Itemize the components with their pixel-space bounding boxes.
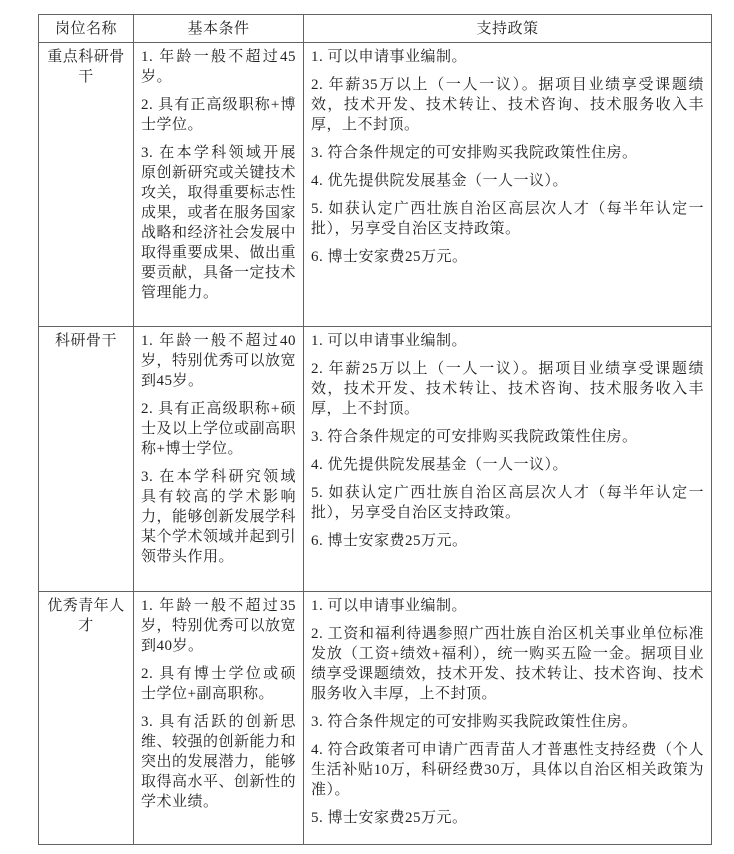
condition-item: 3. 具有活跃的创新思维、较强的创新能力和突出的发展潜力，能够取得高水平、创新性的学术业绩。 <box>141 714 297 810</box>
condition-item: 3. 在本学科领域开展原创新研究或关键技术攻关，取得重要标志性成果，或者在服务国家战略和经济社会发展中取得重要成果、做出重要贡献，具备一定技术管理能力。 <box>141 145 297 301</box>
policy-item: 1. 可以申请事业编制。 <box>311 49 468 65</box>
condition-item: 1. 年龄一般不超过35岁，特别优秀可以放宽到40岁。 <box>141 598 297 654</box>
condition-item: 2. 具有正高级职称+博士学位。 <box>141 97 296 133</box>
policy-item: 1. 可以申请事业编制。 <box>311 598 468 614</box>
policy-item: 4. 符合政策者可申请广西青苗人才普惠性支持经费（个人生活补贴10万，科研经费30万，具体以自治区相关政策为准）。 <box>311 742 704 798</box>
policy-item: 5. 博士安家费25万元。 <box>311 810 468 826</box>
header-position-name: 岗位名称 <box>39 15 134 43</box>
policy-item: 3. 符合条件规定的可安排购买我院政策性住房。 <box>311 429 638 445</box>
table-row <box>39 327 712 592</box>
condition-item: 3. 在本学科研究领域具有较高的学术影响力，能够创新发展学科某个学术领域并起到引领带头作用。 <box>141 469 297 565</box>
policy-item: 5. 如获认定广西壮族自治区高层次人才（每半年认定一批），另享受自治区支持政策。 <box>311 201 704 237</box>
recruitment-positions-table <box>38 14 712 845</box>
basic-conditions-cell <box>134 592 304 845</box>
policy-item: 6. 博士安家费25万元。 <box>311 249 468 265</box>
condition-item: 1. 年龄一般不超过40岁，特别优秀可以放宽到45岁。 <box>141 333 297 389</box>
position-name-cell: 优秀青年人才 <box>39 592 134 845</box>
position-name-cell: 科研骨干 <box>39 327 134 592</box>
policy-item: 3. 符合条件规定的可安排购买我院政策性住房。 <box>311 714 638 730</box>
policy-item: 4. 优先提供院发展基金（一人一议）。 <box>311 457 569 473</box>
policy-item: 2. 工资和福利待遇参照广西壮族自治区机关事业单位标准发放（工资+绩效+福利），统一购买五险一金。据项目业绩享受课题绩效，技术开发、技术转让、技术咨询、技术服务收入丰厚，上不封顶。 <box>311 626 704 702</box>
basic-conditions-cell <box>134 43 304 327</box>
policy-item: 1. 可以申请事业编制。 <box>311 333 468 349</box>
policy-item: 6. 博士安家费25万元。 <box>311 533 468 549</box>
support-policies-cell <box>304 43 712 327</box>
condition-item: 1. 年龄一般不超过45岁。 <box>141 49 296 85</box>
basic-conditions-cell <box>134 327 304 592</box>
policy-item: 3. 符合条件规定的可安排购买我院政策性住房。 <box>311 145 638 161</box>
table-header-row <box>39 15 712 43</box>
policy-item: 2. 年薪35万以上（一人一议）。据项目业绩享受课题绩效，技术开发、技术转让、技术咨询、技术服务收入丰厚，上不封顶。 <box>311 77 704 133</box>
condition-item: 2. 具有博士学位或硕士学位+副高职称。 <box>141 666 296 702</box>
header-basic-conditions: 基本条件 <box>134 15 304 43</box>
header-support-policies: 支持政策 <box>304 15 712 43</box>
table-row <box>39 43 712 327</box>
support-policies-cell <box>304 592 712 845</box>
policy-item: 4. 优先提供院发展基金（一人一议）。 <box>311 173 569 189</box>
policy-item: 2. 年薪25万以上（一人一议）。据项目业绩享受课题绩效，技术开发、技术转让、技术咨询、技术服务收入丰厚，上不封顶。 <box>311 361 704 417</box>
position-name-cell: 重点科研骨干 <box>39 43 134 327</box>
support-policies-cell <box>304 327 712 592</box>
policy-item: 5. 如获认定广西壮族自治区高层次人才（每半年认定一批），另享受自治区支持政策。 <box>311 485 704 521</box>
condition-item: 2. 具有正高级职称+硕士及以上学位或副高职称+博士学位。 <box>141 401 297 457</box>
table-row <box>39 592 712 845</box>
